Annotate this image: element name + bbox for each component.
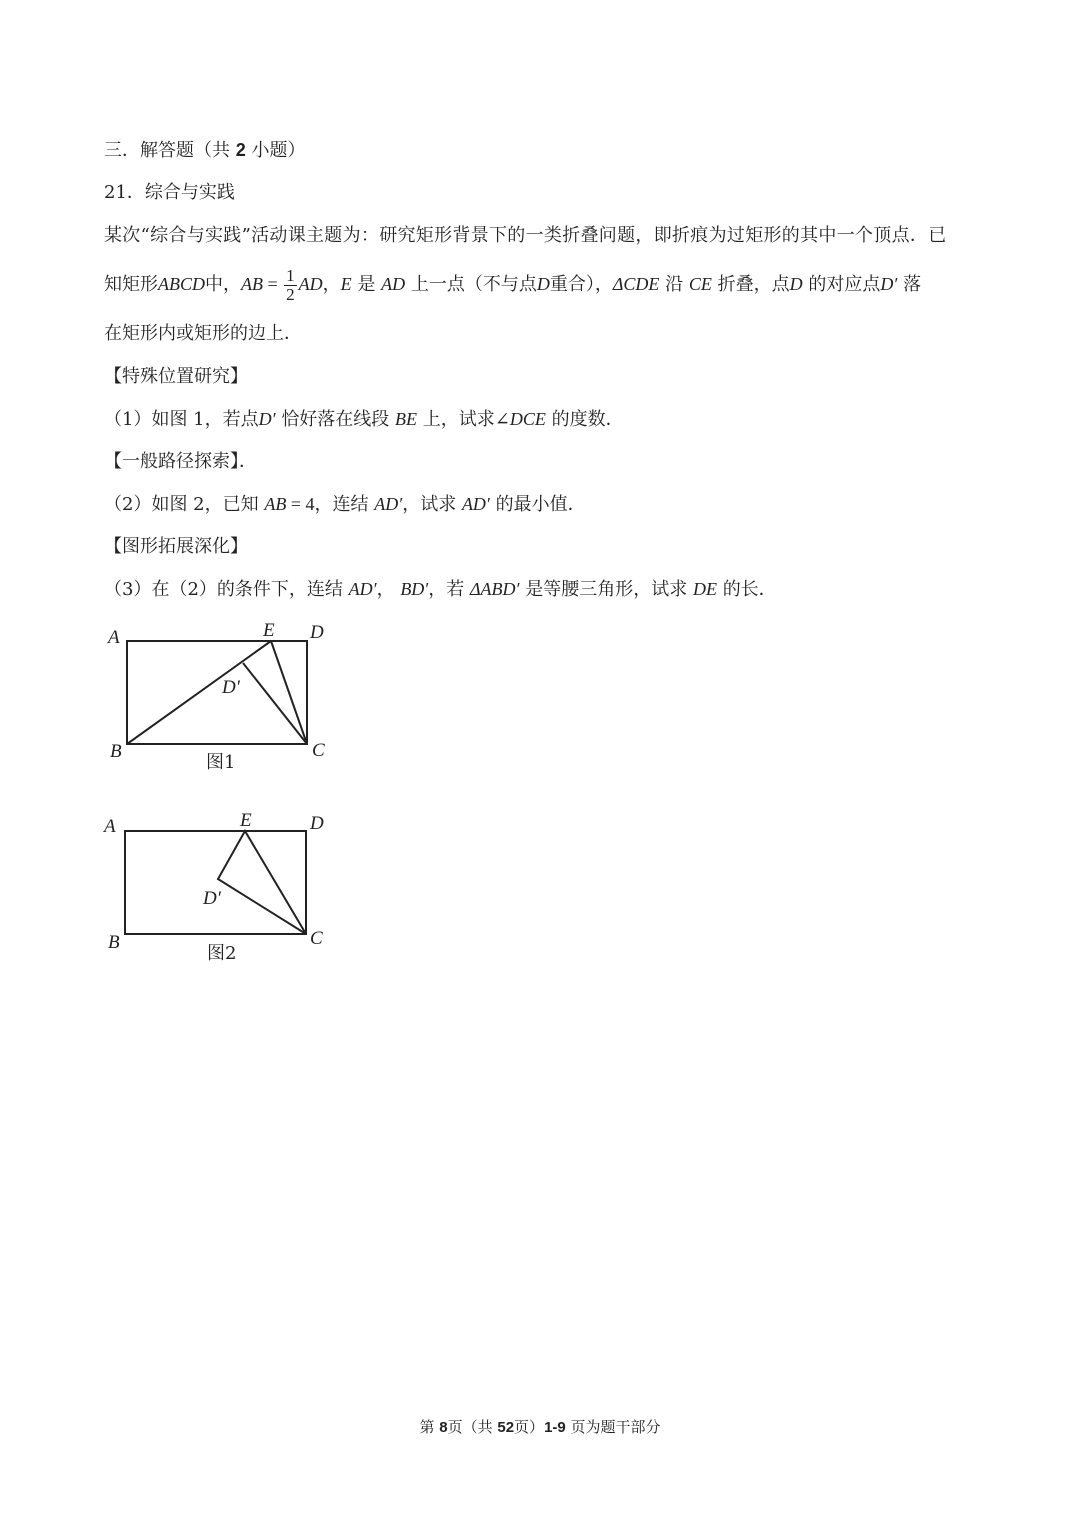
intro-line-3: 在矩形内或矩形的边上． — [104, 323, 302, 344]
figure-1-segment-dpc — [243, 663, 307, 744]
figure-2-triangle-edpc — [218, 831, 306, 934]
figure-2 — [125, 831, 306, 934]
figure-1-label-dprime: D′ — [222, 677, 240, 698]
part-2: （2）如图 2，已知 AB = 4，连结 AD′，试求 AD′ 的最小值． — [104, 494, 586, 515]
figure-1-label-b: B — [110, 741, 122, 762]
figure-2-label-a: A — [104, 816, 116, 837]
figure-1-caption: 图1 — [206, 752, 236, 773]
figure-2-caption: 图2 — [207, 943, 237, 964]
figure-2-label-e: E — [240, 810, 252, 831]
figure-2-label-b: B — [108, 932, 120, 953]
heading-general-path: 【一般路径探索】． — [104, 451, 257, 472]
figure-1-label-c: C — [312, 740, 325, 761]
intro-line-1: 某次“综合与实践”活动课主题为：研究矩形背景下的一类折叠问题，即折痕为过矩形的其中一个顶点．已 — [104, 225, 947, 246]
figure-1-label-e: E — [263, 620, 275, 641]
intro-line-2: 知矩形ABCD中，AB = $\frac{1}{2}$ AD，E 是 AD 上一点（不与点D重合），ΔCDE 沿 CE 折叠，点D 的对应点D′ 落 — [104, 265, 922, 304]
heading-figure-extension: 【图形拓展深化】 — [104, 536, 248, 557]
figure-1-label-a: A — [108, 627, 120, 648]
figure-1 — [127, 641, 307, 744]
figure-1-label-d: D — [310, 622, 324, 643]
question-title: 21．综合与实践 — [104, 182, 235, 203]
figure-2-label-dprime: D′ — [203, 888, 221, 909]
part-1: （1）如图 1，若点D′ 恰好落在线段 BE 上，试求∠DCE 的度数． — [104, 409, 624, 430]
heading-special-position: 【特殊位置研究】 — [104, 366, 248, 387]
part-3: （3）在（2）的条件下，连结 AD′， BD′，若 ΔABD′ 是等腰三角形，试求 DE 的长． — [104, 579, 777, 600]
section-heading: 三．解答题（共 2 小题） — [104, 140, 306, 161]
fraction-one-half: $\frac{1}{2}$ — [286, 265, 295, 304]
figure-2-label-d: D — [310, 813, 324, 834]
figure-2-label-c: C — [310, 928, 323, 949]
figure-1-segment-be — [127, 641, 271, 744]
figure-1-rectangle — [127, 641, 307, 744]
figure-2-rectangle — [125, 831, 306, 934]
page-footer: 第 8页（共 52页）1-9 页为题干部分 — [419, 1418, 661, 1436]
figure-1-segment-ec — [271, 641, 307, 744]
